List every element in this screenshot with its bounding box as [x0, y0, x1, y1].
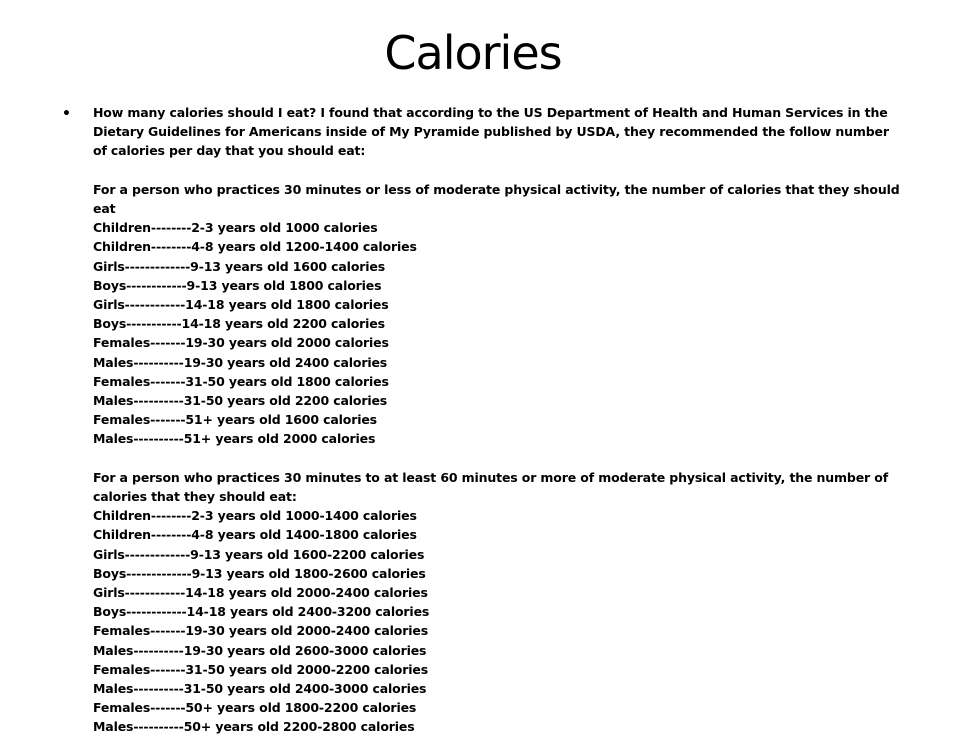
list-item: Girls------------14-18 years old 1800 calories: [93, 297, 389, 313]
section1-heading: For a person who practices 30 minutes or less of moderate physical activity, the number of calories that they should eat: [93, 181, 900, 216]
list-item: Males----------51+ years old 2000 calories: [93, 431, 376, 447]
list-item: Children--------2-3 years old 1000-1400 calories: [93, 508, 417, 524]
list-item: Males----------50+ years old 2200-2800 calories: [93, 719, 415, 735]
list-item: Males----------19-30 years old 2600-3000 calories: [93, 642, 427, 658]
list-item: Boys-----------14-18 years old 2200 calories: [93, 316, 385, 332]
bullet-icon: •: [62, 106, 71, 122]
list-item: Boys------------14-18 years old 2400-3200 calories: [93, 604, 430, 620]
list-item: Females-------50+ years old 1800-2200 calories: [93, 700, 417, 716]
list-item: Girls-------------9-13 years old 1600 calories: [93, 258, 386, 274]
list-item: Girls------------14-18 years old 2000-2400 calories: [93, 585, 428, 601]
list-item: Children--------2-3 years old 1000 calories: [93, 220, 378, 236]
list-item: Females-------19-30 years old 2000-2400 calories: [93, 623, 429, 639]
list-item: Children--------4-8 years old 1400-1800 calories: [93, 527, 417, 543]
list-item: Males----------19-30 years old 2400 calories: [93, 354, 388, 370]
section2-heading: For a person who practices 30 minutes to at least 60 minutes or more of moderate physical activity, the number of calories that they should eat:: [93, 469, 888, 505]
list-item: Females-------31-50 years old 1800 calories: [93, 373, 389, 389]
list-item: Females-------31-50 years old 2000-2200 calories: [93, 661, 429, 677]
slide-body: [93, 103, 901, 737]
section1-list: [93, 218, 901, 448]
list-item: Girls-------------9-13 years old 1600-2200 calories: [93, 546, 425, 562]
list-item: Females-------51+ years old 1600 calories: [93, 412, 377, 428]
slide-title: Calories: [384, 26, 562, 80]
list-item: Boys------------9-13 years old 1800 calories: [93, 277, 382, 293]
paragraph-spacer: [93, 449, 901, 468]
list-item: Females-------19-30 years old 2000 calories: [93, 335, 389, 351]
list-item: Children--------4-8 years old 1200-1400 calories: [93, 239, 417, 255]
paragraph-spacer: [93, 161, 901, 180]
list-item: Boys-------------9-13 years old 1800-2600 calories: [93, 565, 426, 581]
section2-list: [93, 506, 901, 736]
list-item: Males----------31-50 years old 2400-3000 calories: [93, 681, 427, 697]
intro-paragraph: How many calories should I eat? I found that according to the US Department of Health and Human Services in the Dietary Guidelines for Americans inside of My Pyramide published by USDA, they recommended the follow number of calories per day that you should eat:: [93, 105, 889, 159]
list-item: Males----------31-50 years old 2200 calories: [93, 393, 388, 409]
